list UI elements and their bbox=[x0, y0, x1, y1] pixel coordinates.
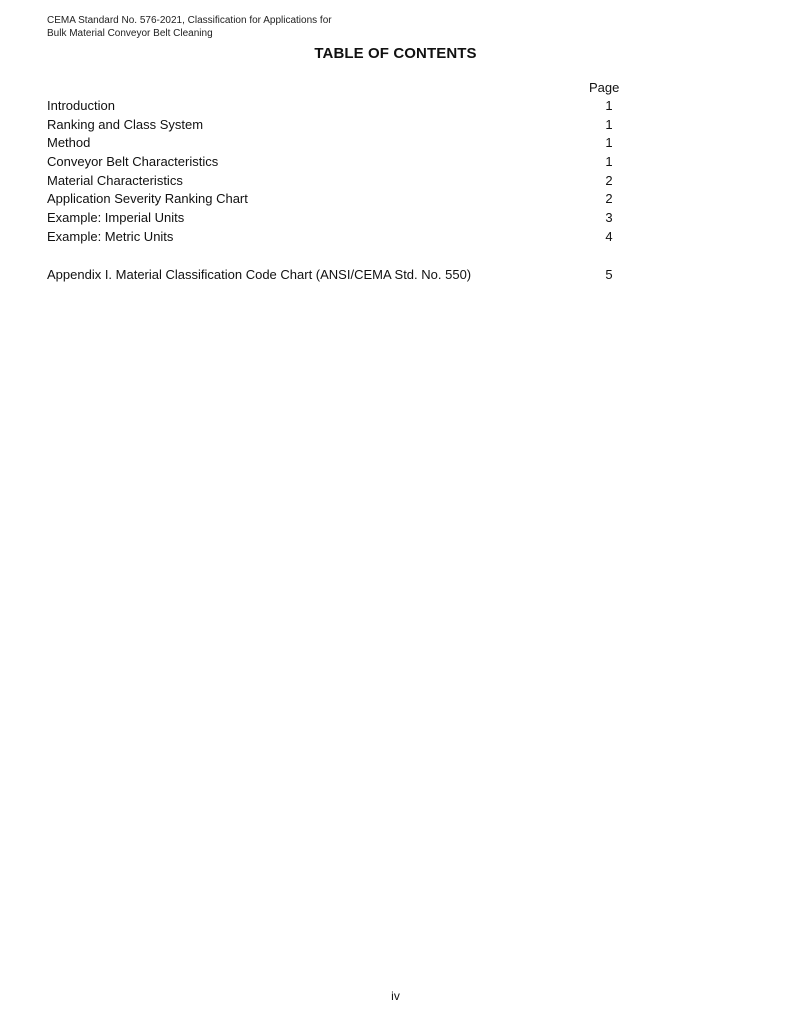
toc-entry-page: 2 bbox=[605, 191, 613, 207]
toc-entry-application-severity-ranking-chart[interactable] bbox=[47, 190, 627, 209]
toc-spacer bbox=[47, 247, 627, 266]
toc-entry-title: Ranking and Class System bbox=[47, 116, 204, 132]
toc-entry-page: 1 bbox=[605, 154, 613, 170]
toc-entry-page: 2 bbox=[605, 172, 613, 188]
toc-entry-title: Example: Imperial Units bbox=[47, 210, 185, 226]
toc-entry-title: Appendix I. Material Classification Code Chart (ANSI/CEMA Std. No. 550) bbox=[47, 266, 472, 282]
page-title: TABLE OF CONTENTS bbox=[314, 45, 477, 62]
toc-entry-conveyor-belt-characteristics[interactable] bbox=[47, 153, 627, 172]
toc-entry-page: 1 bbox=[605, 98, 613, 113]
toc-entry-introduction[interactable] bbox=[47, 97, 627, 116]
toc-entry-example-metric-units[interactable] bbox=[47, 228, 627, 247]
toc-entry-title: Introduction bbox=[47, 98, 115, 113]
toc-entry-title: Example: Metric Units bbox=[47, 228, 174, 244]
running-header-line-1: CEMA Standard No. 576-2021, Classification for Applications for bbox=[47, 15, 332, 26]
toc-entry-page: 4 bbox=[605, 228, 613, 244]
table-of-contents bbox=[47, 97, 627, 284]
toc-entry-method[interactable] bbox=[47, 134, 627, 153]
toc-entry-page: 1 bbox=[605, 135, 613, 151]
toc-entry-page: 3 bbox=[605, 210, 613, 226]
toc-entry-title: Material Characteristics bbox=[47, 172, 183, 188]
toc-entry-title: Conveyor Belt Characteristics bbox=[47, 154, 219, 170]
toc-entry-title: Application Severity Ranking Chart bbox=[47, 191, 248, 207]
toc-entry-page: 5 bbox=[605, 266, 613, 282]
running-header-line-2: Bulk Material Conveyor Belt Cleaning bbox=[47, 28, 213, 39]
toc-entry-ranking-and-class-system[interactable] bbox=[47, 116, 627, 135]
toc-entry-material-characteristics[interactable] bbox=[47, 172, 627, 191]
page-column-label: Page bbox=[589, 80, 620, 95]
page-number: iv bbox=[391, 989, 400, 1003]
toc-entry-title: Method bbox=[47, 135, 91, 151]
running-header bbox=[47, 14, 332, 40]
toc-entry-appendix-i[interactable] bbox=[47, 266, 627, 285]
toc-entry-example-imperial-units[interactable] bbox=[47, 209, 627, 228]
toc-entry-page: 1 bbox=[605, 116, 613, 132]
